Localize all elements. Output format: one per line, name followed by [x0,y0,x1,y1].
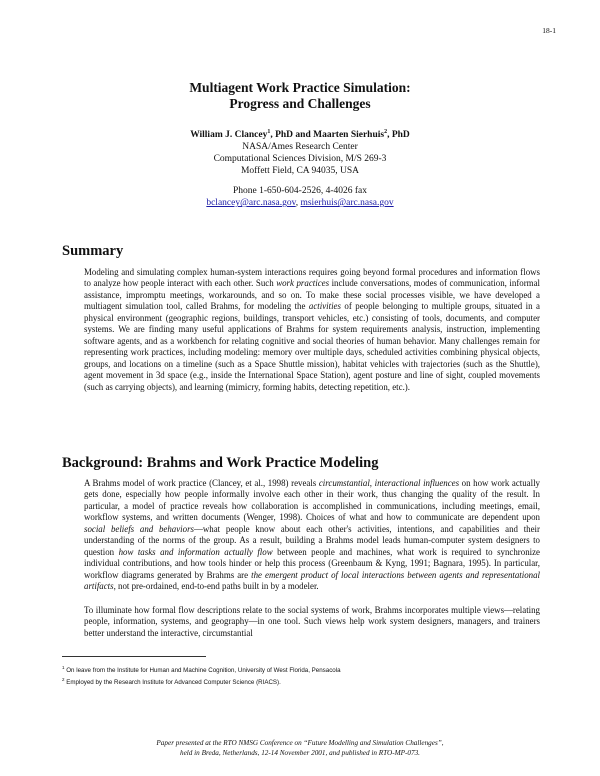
paper-title [0,80,600,112]
author-1-footnote-mark: 1 [267,129,271,135]
background-emphasis-4: the emergent product of local interactions between agents and representational artifacts [84,569,540,592]
background-emphasis-2: social beliefs and behaviors [84,523,194,534]
email-separator: , [295,198,301,209]
author-2-footnote-mark: 2 [384,129,388,135]
title-line-2: Progress and Challenges [229,96,371,111]
background-emphasis-1: circumstantial, interactional influences [318,478,460,488]
background-paragraph-2: To illuminate how formal flow descriptions relate to the social systems of work, Brahms incorporates multiple views—relating people, information, systems, and geography—in one tool. Such views help work system designers, managers, and trainers better understand the interactive, circumstantial [84,605,540,638]
conference-note [0,738,600,758]
email-link-clancey[interactable]: bclancey@arc.nasa.gov [206,198,296,209]
summary-emphasis-1: work practices [276,278,330,289]
summary-text-1: Modeling and simulating complex human-system interactions requires going beyond formal procedures and information flows to analyze how people interact with each other. Such [84,267,540,289]
footnote-1 [62,663,542,675]
phone-fax: Phone 1-650-604-2526, 4-4026 fax [232,186,368,197]
background-text-1: A Brahms model of work practice (Clancey, et al., 1998) reveals [84,478,319,488]
background-emphasis-3: how tasks and information actually flow [118,546,273,557]
affiliation-org: NASA/Ames Research Center [242,142,358,153]
summary-text-2: include conversations, modes of communication, informal assistance, impromptu meetings, workarounds, and so on. To make these social processes visible, we have developed a multiagent simulation tool, called Brahms, for modeling the [84,278,540,312]
conference-line-1: Paper presented at the RTO NMSG Conference on “Future Modelling and Simulation Challenges”, [156,739,444,747]
conference-line-2: held in Breda, Netherlands, 12-14 November 2001, and published in RTO-MP-073. [180,749,420,757]
email-line [0,197,600,209]
footnote-2-mark: 2 [62,677,65,683]
background-text-3: —what people know about each other's activities, intentions, and capabilities and their understanding of the norms of the group. As a result, building a Brahms model leads human-computer system designers to question [84,523,540,557]
author-suffix: , PhD [387,130,410,141]
background-text-4: between people and machines, what work is required to synchronize individual contributions, and how tools hinder or help this process (Greenbaum & Kyng, 1991; Bagnara, 1995). In particular, workflow diagrams generated by Brahms are [84,546,540,580]
affiliation-division: Computational Sciences Division, M/S 269-3 [213,154,387,165]
title-line-1: Multiagent Work Practice Simulation: [189,80,411,95]
summary-emphasis-2: activities [308,301,341,312]
summary-heading: Summary [62,243,124,259]
background-text-5: , not pre-ordained, end-to-end paths built in by a modeler. [113,581,319,592]
background-paragraph-1 [84,478,540,593]
footnote-2 [62,675,542,687]
author-1: William J. Clancey [190,130,268,141]
background-text-2: on how work actually gets done, especially how people informally involve each other in their work, thus changing the quality of the result. In particular, a model of practice reveals how collaboration is accomplished in communications, including meetings, email, workflow systems, and written documents (Wenger, 1998). Choices of what and how to communicate are dependent upon [84,478,540,523]
author-separator: , PhD and [270,130,314,141]
author-names [0,126,600,141]
footnote-divider [62,656,206,657]
footnotes [62,663,542,687]
footnote-2-text: Employed by the Research Institute for Advanced Computer Science (RIACS). [64,679,281,687]
affiliation-city: Moffett Field, CA 94035, USA [240,166,360,177]
email-link-sierhuis[interactable]: msierhuis@arc.nasa.gov [300,198,394,209]
page-number: 18-1 [542,26,556,35]
summary-text-3: of people belonging to multiple groups, situated in a physical environment (geographic regions, buildings, transport vehicles, etc.) consisting of tools, documents, and computer systems. We are finding many useful applications of Brahms for system requirements analysis, instruction, implementing software agents, and as a workbench for relating cognitive and social theories of human behavior. Many challenges remain for representing work practices, including modeling: memory over multiple days, scheduled activities combining physical objects, groups, and locations on a timeline (such as a Space Shuttle mission), habitat vehicles with trajectories (such as the Shuttle), agent movement in 3d space (e.g., inside the International Space Station), agent posture and line of sight, coupled movements (such as carrying objects), and learning (mimicry, forming habits, detecting repetition, etc.). [84,301,540,392]
footnote-1-mark: 1 [62,665,65,670]
summary-paragraph [84,267,540,393]
footnote-1-text: On leave from the Institute for Human and Machine Cognition, University of West Florida, Pensacola [64,667,341,675]
author-2: Maarten Sierhuis [313,130,385,141]
author-block [0,126,600,209]
background-heading: Background: Brahms and Work Practice Modeling [62,455,379,471]
